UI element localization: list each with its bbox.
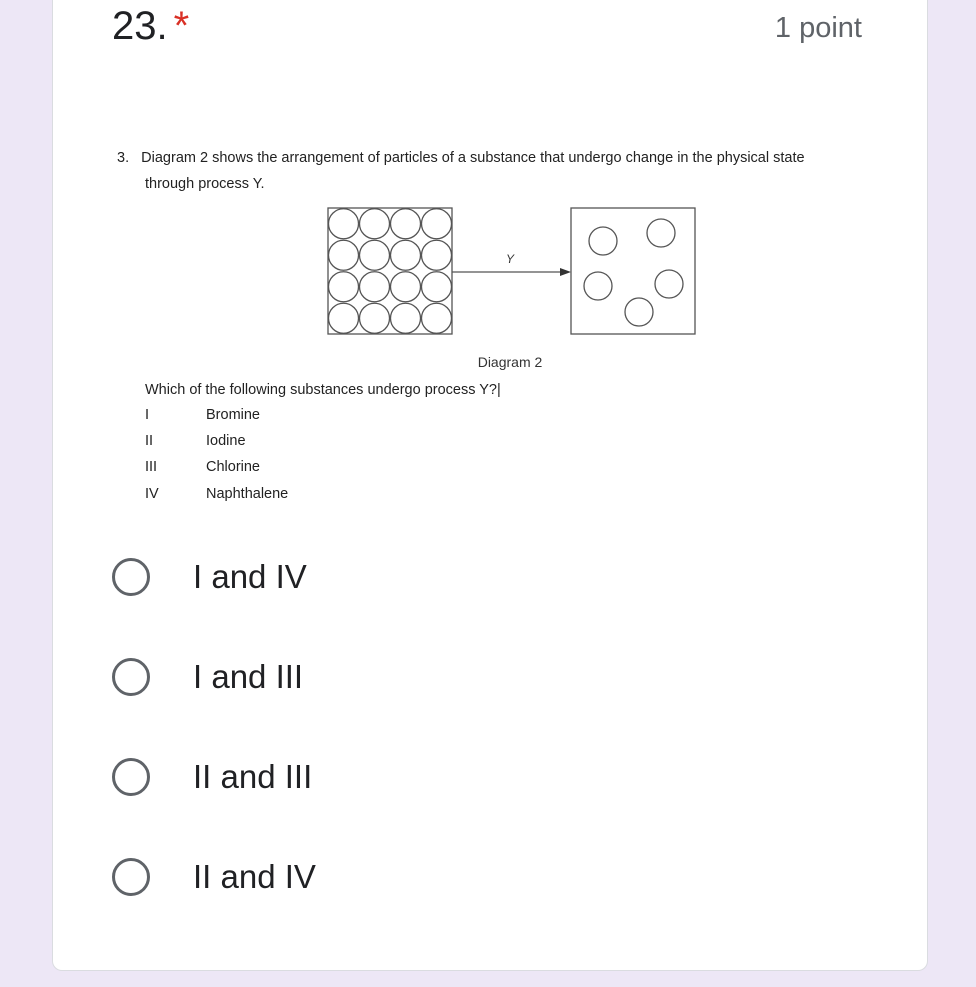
statement-line-2: through process Y. <box>145 176 265 192</box>
points-label: 1 point <box>774 12 862 44</box>
solid-particle <box>360 272 390 302</box>
gas-box <box>571 208 695 334</box>
solid-particle <box>329 303 359 333</box>
solid-particle <box>329 240 359 270</box>
option-ii-and-iv[interactable] <box>112 858 316 896</box>
radio-button[interactable] <box>112 858 150 896</box>
option-label: I and IV <box>193 558 307 595</box>
radio-button[interactable] <box>112 758 150 796</box>
required-asterisk: * <box>173 4 190 48</box>
substance-name: Chlorine <box>206 459 260 475</box>
solid-particle <box>360 209 390 239</box>
solid-box <box>328 208 452 334</box>
solid-particle <box>329 209 359 239</box>
solid-particle <box>360 303 390 333</box>
question-prompt: Which of the following substances undergo process Y?| <box>145 382 501 398</box>
solid-particle <box>391 303 421 333</box>
solid-particle <box>422 303 452 333</box>
solid-particle <box>422 209 452 239</box>
question-number: 23. * <box>112 4 190 48</box>
arrow-label: Y <box>505 252 515 266</box>
option-label: I and III <box>193 658 304 695</box>
solid-particle <box>391 272 421 302</box>
radio-button[interactable] <box>112 658 150 696</box>
numeral: III <box>145 459 158 475</box>
substance-name: Naphthalene <box>206 486 289 502</box>
solid-particle <box>422 240 452 270</box>
option-label: II and III <box>193 758 313 795</box>
diagram-caption: Diagram 2 <box>477 354 543 370</box>
solid-particle <box>360 240 390 270</box>
radio-button[interactable] <box>112 558 150 596</box>
numeral: IV <box>145 486 159 502</box>
numeral: II <box>145 433 154 449</box>
arrow-head <box>560 268 571 276</box>
solid-particle <box>391 240 421 270</box>
option-i-and-iv[interactable] <box>112 558 307 596</box>
option-ii-and-iii[interactable] <box>112 758 312 796</box>
numeral: I <box>145 407 150 423</box>
particle-diagram <box>300 200 720 380</box>
statement-line-1: 3. Diagram 2 shows the arrangement of particles of a substance that undergo change in the physical state <box>117 150 805 166</box>
substance-name: Bromine <box>206 407 260 423</box>
option-label: II and IV <box>193 858 316 895</box>
substance-name: Iodine <box>206 433 246 449</box>
solid-particle <box>391 209 421 239</box>
solid-particle <box>422 272 452 302</box>
option-i-and-iii[interactable] <box>112 658 303 696</box>
question-card <box>52 0 928 971</box>
solid-particle <box>329 272 359 302</box>
